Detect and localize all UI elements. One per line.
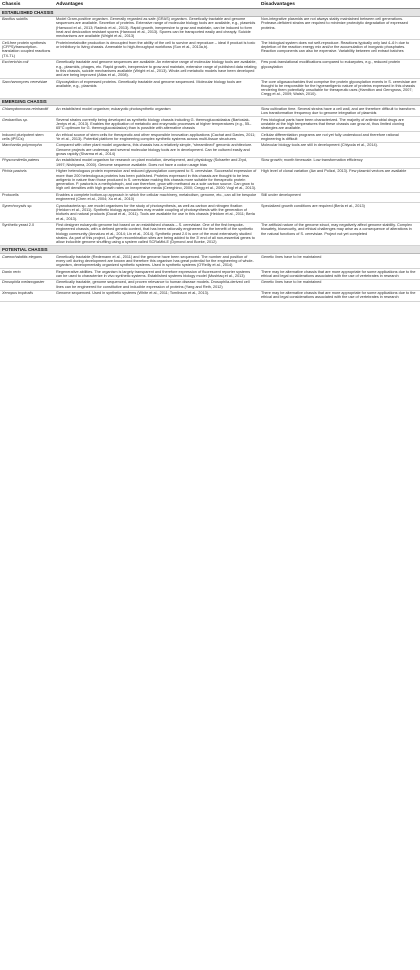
chassis-cell: Cell-free protein synthesis (CFPS)/transcription-translation coupled reactions (TX-TL)	[0, 40, 54, 59]
advantages-cell: An established model organism; eukaryotic photosynthetic organism	[54, 106, 259, 117]
chassis-table	[0, 0, 420, 302]
chassis-cell: Danio rerio	[0, 269, 54, 280]
section-header-row	[0, 246, 420, 254]
advantages-cell: Genetically tractable (Redemann et al., 2011) and the genome have been sequenced. The number and position of every cell during development are known and therefore this organism has great potential for the engineering of whole-organism, developmentally organized synthetic systems. Used in synthetic systems (O’Reilly et al., 2014)	[54, 254, 259, 269]
advantages-cell: Compared with other plant model organisms, this chassis has a relatively simple, “streamlined” genomic architecture. Genome projects are underway and several molecular biology tools are in development. Can be cultured easily and grows rapidly (Sharma et al., 2014)	[54, 143, 259, 158]
header-row	[0, 0, 420, 9]
table-row	[0, 143, 420, 158]
table-row	[0, 280, 420, 291]
chassis-cell: Synechocystis sp.	[0, 203, 54, 222]
chassis-cell: Saccharomyces cerevisiae	[0, 79, 54, 98]
table-row	[0, 132, 420, 143]
disadvantages-cell: The core oligosaccharides that comprise the protein glycosylation events in S. cerevisiae are thought to be responsible for the hyperantigenic nature of proteins expressed in this chassis rendering them potentially unsuitable for therapeutic uses (Hamilton and Gerngross, 2007; Cregg et al., 2009; Walsh, 2010).	[259, 79, 420, 98]
table-row	[0, 192, 420, 203]
chassis-cell: Bacillus subtilis	[0, 16, 54, 40]
chassis-cell: Marchantia polymorpha	[0, 143, 54, 158]
header-chassis: Chassis	[0, 0, 54, 9]
disadvantages-cell: Few biological parts have been characterized. The majority of antimicrobial drugs are unstable at the high temperatures that these chassis can grow at, thus limited cloning strategies are available.	[259, 117, 420, 132]
advantages-cell: Genetically tractable and genome sequences are available. An extensive range of molecular biology tools are available, e.g., plasmids, phages, etc. Rapid growth, inexpensive to grow and maintain, extensive range of published data relating to this chassis, suicide mechanisms available (Wright et al., 2013). Whole-cell metabolic models have been developed and are being improved (Atlas et al., 2008).	[54, 59, 259, 78]
table-row	[0, 79, 420, 98]
disadvantages-cell: Non-integrative plasmids are not always stably maintained between cell generations. Protease-deficient strains are required to minimize proteolytic degradation of expressed proteins.	[259, 16, 420, 40]
disadvantages-cell: The biological system does not self-reproduce. Reactions typically only last 4–6 h due to depletion of the reaction energy mix and/or the accumulation of inorganic phosphates. Reaction components can also be expensive. Variability between cell extract batches	[259, 40, 420, 59]
advantages-cell: An ethical source of stem cells for therapeutic and other responsible innovation applications (Cachat and Davies, 2011; Ye et al., 2013). Potential platform for engineering complex synthetic systems across multi-tissue structures	[54, 132, 259, 143]
advantages-cell: Glycosylation of expressed proteins. Genetically tractable and genome sequenced. Molecular biology tools are available, e.g., plasmids	[54, 79, 259, 98]
advantages-cell: Higher heterologous protein expression and reduced glycosylation compared to S. cerevisiae. Successful expression of more than 200 heterologous proteins has been published. Proteins expressed in this chassis are thought to be less antigenic in nature than those produced in S. cerevisiae making this chassis more suitable for therapeutic protein generation. P. pastoris is a methylotroph, and can therefore, grow with methanol as a sole carbon source. Can grow to high cell densities with high growth rates on inexpensive media (Cereghino, 2000; Cregg et al., 2000; Vogl et al., 2013).	[54, 168, 259, 192]
disadvantages-cell: High level of clonal variation (Aw and Polizzi, 2013). Few plasmid vectors are available	[259, 168, 420, 192]
table-row	[0, 254, 420, 269]
chassis-cell: Escherichia coli	[0, 59, 54, 78]
disadvantages-cell: Few post-translational modifications compared to eukaryotes, e.g., reduced protein glycosylation	[259, 59, 420, 78]
table-row	[0, 203, 420, 222]
advantages-cell: Model Gram-positive organism. Generally regarded as safe (GRAS) organism. Genetically tractable and genome sequences are available. Secretion of proteins. Extensive range of molecular biology tools are available, e.g., plasmids (Harwood et al., 2013; Radeck et al., 2013). Rapid growth, inexpensive to grow and maintain, can be induced to form heat and desiccation resistant spores (Harwood et al., 2013). Spores can be transported easily and cheaply. Suicide mechanisms are available (Wright et al., 2013)	[54, 16, 259, 40]
disadvantages-cell: Cellular differentiation programs are not yet fully understood and therefore rational engineering is difficult	[259, 132, 420, 143]
disadvantages-cell: There may be alternative chassis that are more appropriate for some applications due to the ethical and legal considerations associated with the use of vertebrates in research	[259, 290, 420, 301]
table-row	[0, 222, 420, 246]
chassis-cell: Caenorhabditis elegans	[0, 254, 54, 269]
chassis-cell: Pichia pastoris	[0, 168, 54, 192]
chassis-cell: Chlamydomonas reinhardtii	[0, 106, 54, 117]
advantages-cell: Protein/metabolite production is decoupled from the ability of the cell to survive and reproduce – ideal if product is toxic or inhibitory to living chassis. Amenable to high-throughput workflows (Sun et al., 2013a,b).	[54, 40, 259, 59]
header-disadvantages: Disadvantages	[259, 0, 420, 9]
table-row	[0, 40, 420, 59]
disadvantages-cell: Slow growth; month timescale. Low transformation efficiency	[259, 158, 420, 169]
chassis-cell: Physcomitrella patens	[0, 158, 54, 169]
chassis-cell: Protocells	[0, 192, 54, 203]
table-row	[0, 158, 420, 169]
table-row	[0, 59, 420, 78]
advantages-cell: First designer eukaryotic genome but based on an established chassis – S. cerevisiae. One of the first bespoke-engineered chassis, with a defined genetic context, that has been rationally engineered for the benefit of the synthetic biology community (Annaluru et al., 2014; Lin et al., 2014). Synthetic yeast 2.0 is one of the most extensively studied strains. As part of this project, LoxPsym recombination sites are being added to the 3′ end of all non-essential genes to allow inducible genome shuffling using a system called SCRaMbLE (Dymond and Boeke, 2012)	[54, 222, 259, 246]
advantages-cell: Genome sequenced. Used in synthetic systems (White et al., 2011; Tomlinson et al., 2013).	[54, 290, 259, 301]
section-title: POTENTIAL CHASSIS	[0, 246, 420, 254]
chassis-cell: Synthetic yeast 2.0	[0, 222, 54, 246]
table-row	[0, 168, 420, 192]
section-header-row	[0, 98, 420, 106]
table-row	[0, 16, 420, 40]
advantages-cell: Genetically tractable, genome sequenced, and proven relevance to human disease models. Drosophila-derived cell lines can be engineered for constitutive and inducible expression of proteins (Yang and Reth, 2012)	[54, 280, 259, 291]
advantages-cell: Cyanobacteria sp. are model organisms for the study of photosynthesis, as well as carbon and nitrogen fixation (Heidorn et al., 2011). Synthetic biology approaches may enable coupling of photosynthesis with the generation of biofuels and natural products (Ducat et al., 2011). Tools are available for use in this chassis (Heidorn et al., 2011; Berla et al., 2013).	[54, 203, 259, 222]
chassis-cell: Geobacillus sp.	[0, 117, 54, 132]
disadvantages-cell: Genetic lines have to be maintained	[259, 254, 420, 269]
disadvantages-cell: The artificial nature of the genome struct, may negatively affect genome stability. Complex biosafety, biosecurity, and ethical challenges may arise as a consequence of alterations in the natural functions of S. cerevisiae. Project not yet completed	[259, 222, 420, 246]
disadvantages-cell: Still under development	[259, 192, 420, 203]
table-body	[0, 9, 420, 302]
table-row	[0, 290, 420, 301]
section-header-row	[0, 9, 420, 17]
advantages-cell: Regenerative abilities. The organism is largely transparent and therefore expression of fluorescent reporter systems can be used to characterize in vivo synthetic systems. Established systems biology model (Mushtaq et al., 2013)	[54, 269, 259, 280]
chassis-cell: Drosophila melanogaster	[0, 280, 54, 291]
table-row	[0, 269, 420, 280]
chassis-cell: Induced pluripotent stem cells (iPSCs)	[0, 132, 54, 143]
section-title: EMERGING CHASSIS	[0, 98, 420, 106]
disadvantages-cell: Specialized growth conditions are required (Berla et al., 2013)	[259, 203, 420, 222]
disadvantages-cell: Genetic lines have to be maintained	[259, 280, 420, 291]
disadvantages-cell: There may be alternative chassis that are more appropriate for some applications due to the ethical and legal considerations associated with the use of vertebrates in research	[259, 269, 420, 280]
section-title: ESTABLISHED CHASSIS	[0, 9, 420, 17]
header-advantages: Advantages	[54, 0, 259, 9]
advantages-cell: Several strains currently being developed as synthetic biology chassis including G. thermoglucosidasius (Bartosiak-Jentys et al., 2013). Enables the application of metabolic and enzymatic processes at higher temperatures (e.g., 55–65°C optimum for G. thermoglucosidasius) than is possible with alternative chassis	[54, 117, 259, 132]
table-row	[0, 106, 420, 117]
disadvantages-cell: Molecular biology tools are still in development (Chiyoda et al., 2014).	[259, 143, 420, 158]
advantages-cell: An established model organism for research on plant evolution, development, and physiology (Schaefer and Zryd, 1997; Nishiyama, 2000). Genome sequence available. Does not have a codon usage bias	[54, 158, 259, 169]
chassis-cell: Xenopus tropicalis	[0, 290, 54, 301]
table-row	[0, 117, 420, 132]
disadvantages-cell: Slow cultivation time. Several strains have a cell wall, and are therefore difficult to transform. Low transformation frequency due to genome integration of plasmids	[259, 106, 420, 117]
advantages-cell: Enables a complete bottom-up approach in which the cellular machinery, metabolism, genome, etc., can all be bespoke engineered (Chen et al., 2004; Xu et al., 2010)	[54, 192, 259, 203]
